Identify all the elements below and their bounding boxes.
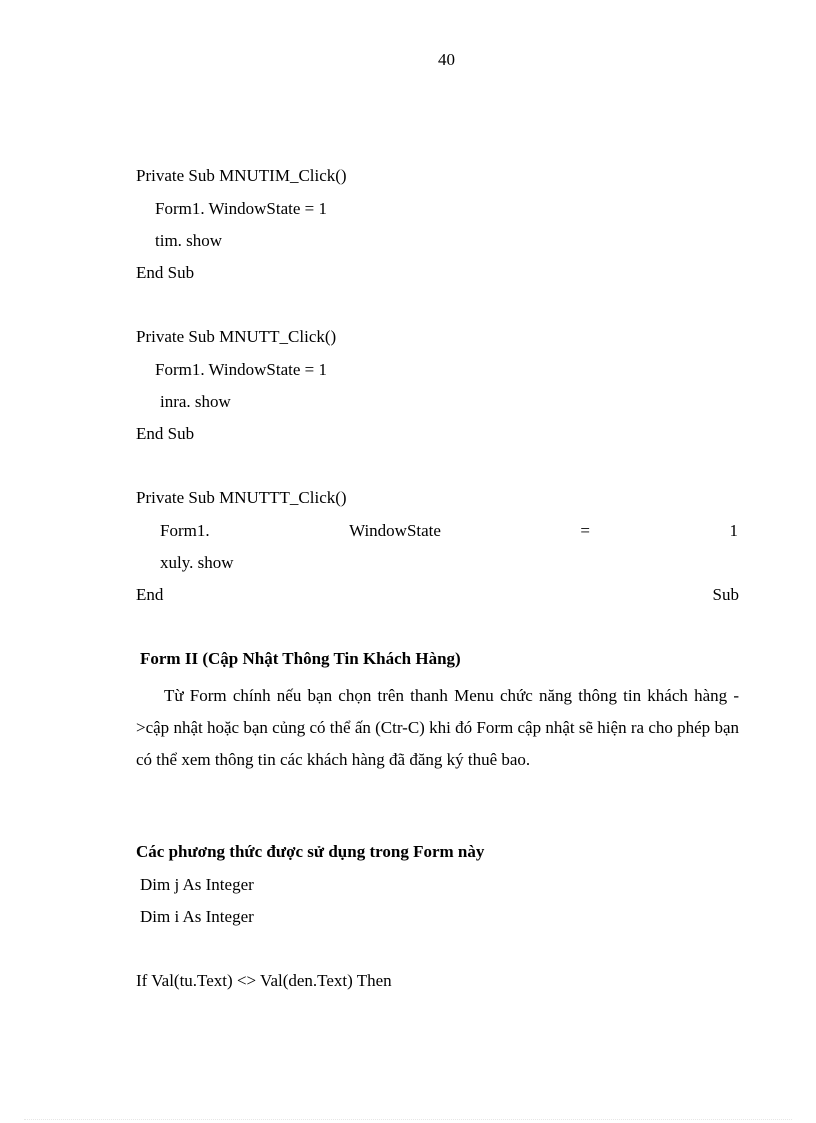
code-line: Private Sub MNUTT_Click() [136, 327, 337, 346]
code-token: Form1. [160, 521, 210, 540]
code-line: xuly. show [160, 553, 234, 572]
code-line: Private Sub MNUTIM_Click() [136, 166, 347, 185]
section-heading: Các phương thức được sử dụng trong Form này [136, 842, 485, 861]
code-token: 1 [729, 521, 738, 540]
code-token: = [580, 521, 591, 540]
code-line: Form1. WindowState = 1 [155, 360, 327, 379]
justified-code-line [136, 585, 739, 605]
page-bottom-rule [24, 1119, 792, 1120]
code-token: End [136, 585, 164, 604]
body-paragraph: Từ Form chính nếu bạn chọn trên thanh Menu chức năng thông tin khách hàng - >cập nhật hoặc bạn củng có thể ấn (Ctr-C) khi đó Form cập nhật sẽ hiện ra cho phép bạn có thể xem thông tin các khách hàng đã đăng ký thuê bao. [136, 686, 739, 769]
code-token: Sub [712, 585, 739, 604]
code-line: End Sub [136, 424, 195, 443]
section-heading: Form II (Cập Nhật Thông Tin Khách Hàng) [140, 649, 461, 668]
code-line: Dim j As Integer [140, 875, 254, 894]
code-line: inra. show [160, 392, 231, 411]
code-line: Dim i As Integer [140, 907, 254, 926]
code-token: WindowState [349, 521, 441, 540]
code-line: End Sub [136, 263, 195, 282]
code-line: tim. show [155, 231, 223, 250]
code-line: If Val(tu.Text) <> Val(den.Text) Then [136, 971, 392, 990]
page-number: 40 [438, 50, 455, 69]
code-line: Form1. WindowState = 1 [155, 199, 327, 218]
code-line: Private Sub MNUTTT_Click() [136, 488, 347, 507]
justified-code-line [160, 521, 738, 541]
